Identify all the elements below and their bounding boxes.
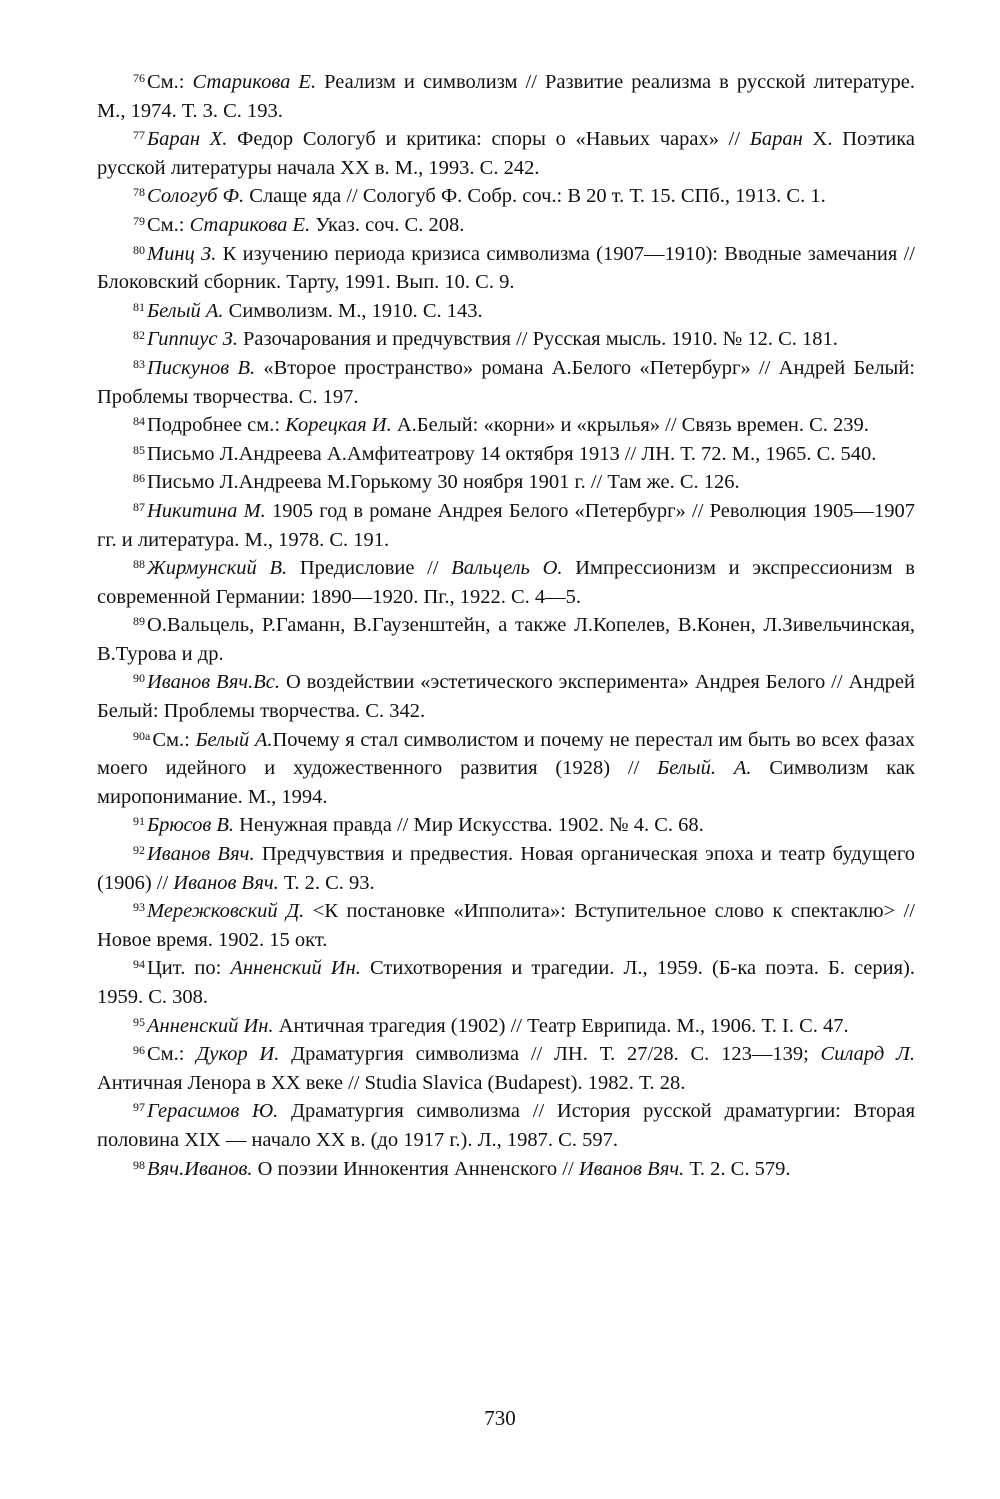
footnote-number: 80 bbox=[133, 242, 145, 257]
footnote-number: 90a bbox=[133, 728, 151, 743]
author-name: Старикова Е. bbox=[189, 213, 311, 236]
footnote-number: 89 bbox=[133, 614, 145, 629]
footnote-81: $^{81}$Белый А. Символизм. М., 1910. С. 143. bbox=[133, 299, 483, 322]
footnote-82: $^{82}$Гиппиус З. Разочарования и предчувствия // Русская мысль. 1910. № 12. С. 181. bbox=[133, 328, 838, 351]
footnote-93: $^{93}$Мережковский Д. <К постановке «Ипполита»: Вступительное слово к спектаклю> // Новое время. 1902. 15 окт. bbox=[97, 900, 915, 951]
footnote-number: 98 bbox=[133, 1157, 145, 1172]
author-name: Вальцель О. bbox=[451, 557, 563, 580]
footnote-89: $^{89}$О.Вальцель, Р.Гаманн, В.Гаузенштейн, а также Л.Копелев, В.Конен, Л.Зивельчинская, В.Турова и др. bbox=[97, 614, 915, 665]
author-name: Старикова Е. bbox=[192, 71, 317, 93]
author-name: Сологуб Ф. bbox=[147, 185, 245, 208]
footnote-number: 96 bbox=[133, 1043, 145, 1058]
author-name: Анненский Ин. bbox=[230, 957, 361, 980]
footnote-77: $^{77}$Баран Х. Федор Сологуб и критика: споры о «Навьих чарах» // Баран Х. Поэтика русской литературы начала XX в. М., 1993. С. 242. bbox=[97, 128, 916, 179]
footnote-87: $^{87}$Никитина М. 1905 год в романе Андрея Белого «Петербург» // Революция 1905—1907 гг. и литература. М., 1978. С. 191. bbox=[97, 499, 915, 551]
footnote-98: $^{98}$Вяч.Иванов. О поэзии Иннокентия Анненского // Иванов Вяч. Т. 2. С. 579. bbox=[133, 1157, 791, 1180]
author-name: Иванов Вяч.Вс. bbox=[147, 671, 281, 694]
footnote-number: 91 bbox=[133, 814, 145, 829]
footnote-number: 77 bbox=[133, 128, 145, 143]
author-name: Анненский Ин. bbox=[147, 1014, 274, 1037]
footnote-number: 90 bbox=[133, 671, 145, 686]
author-name: Белый А. bbox=[195, 728, 273, 751]
footnote-number: 81 bbox=[133, 299, 145, 314]
footnote-79: $^{79}$См.: Старикова Е. Указ. соч. С. 208. bbox=[133, 213, 465, 236]
footnote-88: $^{88}$Жирмунский В. Предисловие // Вальцель О. Импрессионизм и экспрессионизм в современной Германии: 1890—1920. Пг., 1922. С. 4—5. bbox=[97, 557, 915, 608]
footnote-number: 88 bbox=[133, 557, 145, 572]
author-name: Брюсов В. bbox=[147, 814, 235, 837]
author-name: Силард Л. bbox=[820, 1043, 915, 1066]
footnote-97: $^{97}$Герасимов Ю. Драматургия символизма // История русской драматургии: Вторая половина XIX — начало XX в. (до 1917 г.). Л., 1987. С. 597. bbox=[97, 1100, 915, 1151]
footnote-number: 84 bbox=[133, 414, 145, 429]
footnote-number: 94 bbox=[133, 957, 145, 972]
footnote-number: 79 bbox=[133, 213, 145, 228]
footnote-84: $^{84}$Подробнее см.: Корецкая И. А.Белый: «корни» и «крылья» // Связь времен. С. 239. bbox=[133, 414, 869, 437]
author-name: Белый А. bbox=[147, 299, 224, 322]
author-name: Белый. А. bbox=[657, 757, 752, 780]
footnote-number: 85 bbox=[133, 442, 145, 457]
author-name: Жирмунский В. bbox=[147, 557, 288, 580]
footnote-number: 93 bbox=[133, 900, 145, 915]
footnote-number: 76 bbox=[133, 71, 145, 85]
footnote-92: $^{92}$Иванов Вяч. Предчувствия и предвестия. Новая органическая эпоха и театр будущего (1906) // Иванов Вяч. Т. 2. С. 93. bbox=[97, 843, 915, 894]
footnote-86: $^{86}$Письмо Л.Андреева М.Горькому 30 ноября 1901 г. // Там же. С. 126. bbox=[133, 471, 740, 494]
footnote-78: $^{78}$Сологуб Ф. Слаще яда // Сологуб Ф. Собр. соч.: В 20 т. Т. 15. СПб., 1913. С. 1. bbox=[133, 185, 826, 208]
footnotes-column bbox=[97, 68, 915, 1183]
author-name: Пискунов В. bbox=[147, 356, 256, 379]
page-number: 730 bbox=[484, 1406, 516, 1430]
author-name: Минц З. bbox=[147, 242, 217, 265]
author-name: Баран Х. bbox=[147, 128, 228, 151]
footnote-90a: $^{90a}$См.: Белый А.Почему я стал символистом и почему не перестал им быть во всех фазах моего идейного и художественного развития (1928) // Белый. А. Символизм как миропонимание. М., 1994. bbox=[97, 728, 916, 808]
author-name: Иванов Вяч. bbox=[147, 843, 255, 866]
author-name: Дукор И. bbox=[196, 1043, 280, 1066]
footnote-number: 92 bbox=[133, 843, 145, 858]
footnote-number: 82 bbox=[133, 328, 145, 343]
footnote-number: 87 bbox=[133, 499, 145, 514]
footnote-number: 86 bbox=[133, 471, 145, 486]
author-name: Корецкая И. bbox=[285, 414, 392, 437]
footnote-83: $^{83}$Пискунов В. «Второе пространство» романа А.Белого «Петербург» // Андрей Белый: Проблемы творчества. С. 197. bbox=[97, 356, 915, 408]
author-name: Никитина М. bbox=[147, 499, 266, 522]
author-name: Иванов Вяч. bbox=[578, 1157, 685, 1180]
footnote-number: 78 bbox=[133, 185, 145, 200]
footnote-91: $^{91}$Брюсов В. Ненужная правда // Мир Искусства. 1902. № 4. С. 68. bbox=[133, 814, 704, 837]
footnote-90: $^{90}$Иванов Вяч.Вс. О воздействии «эстетического эксперимента» Андрея Белого // Андрей Белый: Проблемы творчества. С. 342. bbox=[97, 671, 915, 723]
footnote-96: $^{96}$См.: Дукор И. Драматургия символизма // ЛН. Т. 27/28. С. 123—139; Силард Л. Античная Ленора в XX веке // Studia Slavica (Budapest). 1982. Т. 28. bbox=[97, 1043, 915, 1094]
footnote-95: $^{95}$Анненский Ин. Античная трагедия (1902) // Театр Еврипида. М., 1906. Т. I. С. 47. bbox=[133, 1014, 849, 1037]
footnote-85: $^{85}$Письмо Л.Андреева А.Амфитеатрову 14 октября 1913 // ЛН. Т. 72. М., 1965. С. 540. bbox=[133, 442, 877, 465]
footnote-number: 95 bbox=[133, 1014, 145, 1029]
author-name: Вяч.Иванов. bbox=[147, 1157, 253, 1180]
footnote-80: $^{80}$Минц З. К изучению периода кризиса символизма (1907—1910): Вводные замечания // Блоковский сборник. Тарту, 1991. Вып. 10. С. 9. bbox=[97, 242, 915, 294]
author-name: Мережковский Д. bbox=[147, 900, 305, 923]
author-name: Иванов Вяч. bbox=[173, 871, 279, 894]
author-name: Баран bbox=[749, 128, 803, 151]
author-name: Герасимов Ю. bbox=[147, 1100, 279, 1123]
footnote-94: $^{94}$Цит. по: Анненский Ин. Стихотворения и трагедии. Л., 1959. (Б-ка поэта. Б. серия). 1959. С. 308. bbox=[97, 957, 916, 1008]
footnote-76: $^{76}$См.: Старикова Е. Реализм и символизм // Развитие реализма в русской литературе. М., 1974. Т. 3. С. 193. bbox=[97, 71, 916, 122]
footnote-number: 83 bbox=[133, 356, 145, 371]
footnote-number: 97 bbox=[133, 1100, 145, 1115]
author-name: Гиппиус З. bbox=[147, 328, 238, 351]
